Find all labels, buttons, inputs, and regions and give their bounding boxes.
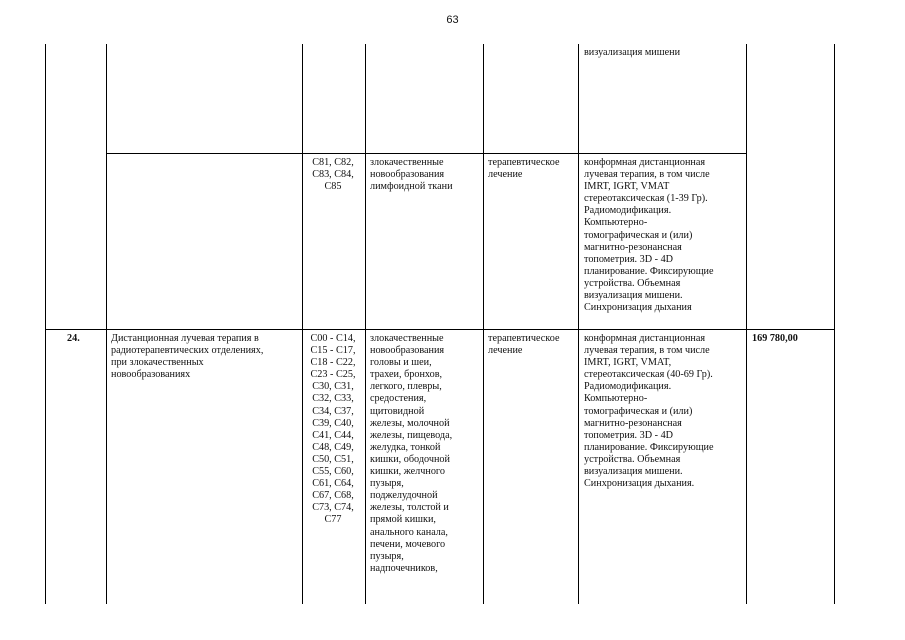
table-cell-codes: C81, C82, C83, C84, C85 <box>312 157 354 193</box>
table-cell-treatment-type: терапевтическое лечение <box>488 157 560 181</box>
column-divider <box>106 44 107 604</box>
row-divider <box>45 329 835 330</box>
table-cell-disease: злокачественные новообразования лимфоидной ткани <box>370 157 453 193</box>
table-cell-name: Дистанционная лучевая терапия в радиотерапевтических отделениях, при злокачественных новообразованиях <box>111 333 264 381</box>
column-divider <box>746 44 747 604</box>
column-divider <box>302 44 303 604</box>
row-divider <box>106 153 747 154</box>
table-cell-method: конформная дистанционная лучевая терапия, в том числе IMRT, IGRT, VMAT стереотаксическая (1-39 Гр). Радиомодификация. Компьютерно- томографическая и (или) магнитно-резонансная топометрия. 3D - 4D планирование. Фиксирующие устройства. Объемная визуализация мишени. Синхронизация дыхания <box>584 157 714 314</box>
table-cell-cost: 169 780,00 <box>752 333 798 344</box>
page-number: 63 <box>446 14 459 26</box>
table-cell-method: визуализация мишени <box>584 47 681 58</box>
column-divider <box>483 44 484 604</box>
table-cell-treatment-type: терапевтическое лечение <box>488 333 560 357</box>
table-border-left <box>45 44 46 604</box>
table-cell-codes: C00 - C14, C15 - C17, C18 - C22, C23 - C25, C30, C31, C32, C33, C34, C37, C39, C40, C41, C44, C48, C49, C50, C51, C55, C60, C61, C64, C67, C68, C73, C74, C77 <box>310 333 356 526</box>
table-border-right <box>834 44 835 604</box>
column-divider <box>365 44 366 604</box>
column-divider <box>578 44 579 604</box>
table-cell-method: конформная дистанционная лучевая терапия, в том числе IMRT, IGRT, VMAT, стереотаксическая (40-69 Гр). Радиомодификация. Компьютерно- томографическая и (или) магнитно-резонансная топометрия. 3D - 4D планирование. Фиксирующие устройства. Объемная визуализация мишени. Синхронизация дыхания. <box>584 333 714 490</box>
table-cell-number: 24. <box>67 333 80 344</box>
table-cell-disease: злокачественные новообразования головы и шеи, трахеи, бронхов, легкого, плевры, средостения, щитовидной железы, молочной железы, пищевода, желудка, тонкой кишки, ободочной кишки, желчного пузыря, поджелудочной железы, толстой и прямой кишки, анального канала, печени, мочевого пузыря, надпочечников, <box>370 333 453 574</box>
